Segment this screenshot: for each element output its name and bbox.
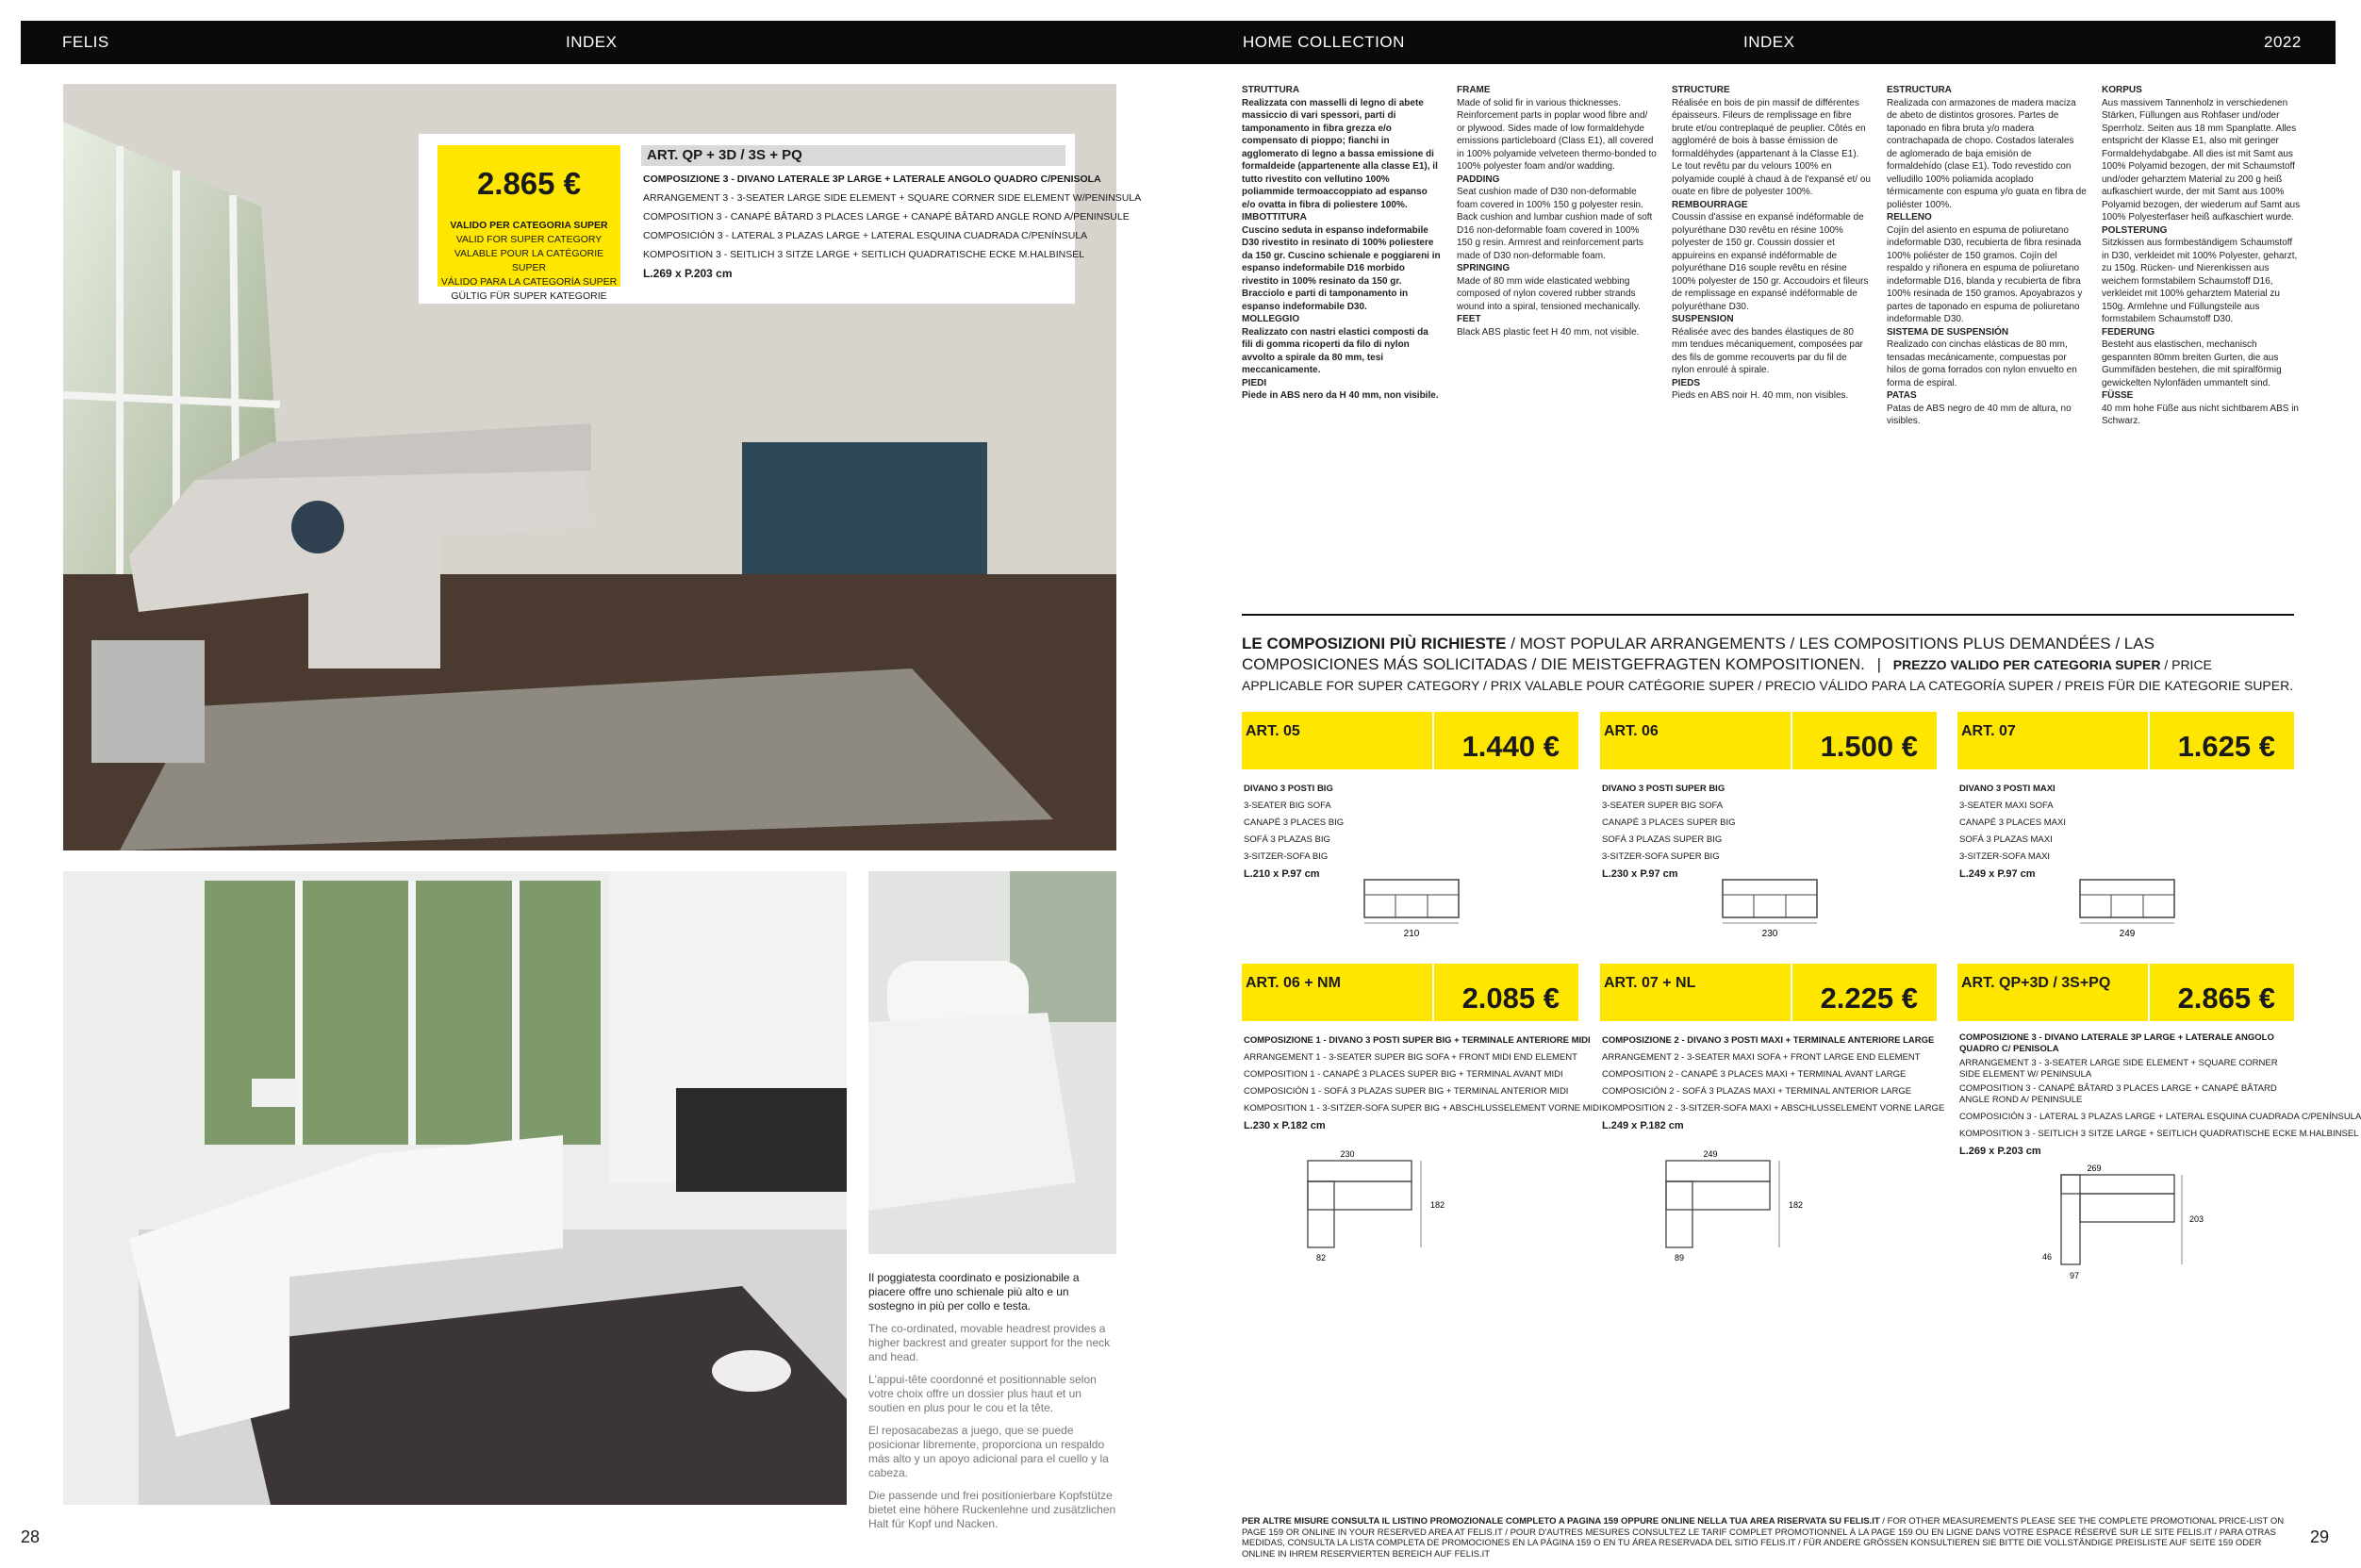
card-line: 3-SEATER BIG SOFA — [1244, 801, 1331, 811]
card-art: ART. 06 + NM — [1246, 975, 1341, 991]
card-header — [1600, 712, 1937, 769]
spec-heading: IMBOTTITURA — [1242, 212, 1307, 223]
feature-price-tag — [419, 134, 1142, 304]
spec-text: Realizzata con masselli di legno di abete massiccio di vari spessori, parti di tamponamento in fibra grezza e/o compensato di pioppo; fianchi in agglomerato di legno a bassa emissione di formaldeide (appartenente alla classe E1), il tutto rivestito con vellutino 100% poliammide termoaccoppiato ad espanso e/o ovatta in fibra di poliestere 100%. — [1242, 97, 1438, 210]
dimension-chaise: 89 — [1674, 1253, 1685, 1263]
footnote-rest: / FOR OTHER MEASUREMENTS PLEASE SEE THE COMPLETE PROMOTIONAL PRICE-LIST ON PAGE 159 OR ONLINE IN YOUR RESERVED AREA AT FELIS.IT / POUR D'AUTRES MESURES CONSULTEZ LE TARIF COMPLET PROMOTIONNEL À LA PAGE 159 OU EN LIGNE DANS VOTRE ESPACE RÉSERVÉ SUR LE SITE FELIS.IT / PARA OTRAS MEDIDAS, CONSULTA LA LISTA COMPLETA DE PROMOCIONES EN LA PÁGINA 159 O EN TU ÁREA RESERVADA DEL SITIO FELIS.IT / FÜR ANDERE GRÖSSEN KONSULTIEREN SIE BITTE DIE VOLLSTÄNDIGE PREISLISTE AUF SEITE 159 ODER ONLINE IN IHREM RESERVIERTEN BEREICH AUF FELIS.IT — [1242, 1516, 2285, 1560]
spec-heading: SPRINGING — [1457, 263, 1511, 273]
card-description — [1242, 781, 1578, 883]
price-note-rest: / PRICE APPLICABLE FOR SUPER CATEGORY / PRIX VALABLE POUR CATÉGORIE SUPER / PRECIO VÁLIDO PARA LA CATEGORÍA SUPER / PREIS FÜR DIE KATEGORIE SUPER. — [1242, 657, 2294, 693]
spec-text: Realizzato con nastri elastici composti da fili di gomma ricoperti da filo di nylon avvolto a spirale da 80 mm, tesi meccanicamente. — [1242, 326, 1428, 375]
spec-heading: PADDING — [1457, 173, 1500, 185]
card-title: DIVANO 3 POSTI SUPER BIG — [1602, 784, 1725, 794]
card-header — [1242, 964, 1578, 1021]
headrest-illustration — [868, 871, 1116, 1254]
spec-column-es — [1887, 84, 2087, 428]
dimension-side: 46 — [2041, 1252, 2052, 1262]
spec-text: Made of solid fir in various thicknesses. Reinforcement parts in poplar wood fibre and/ or plywood. Sides made of low formaldehyde emissions particleboard (Class E1), all covered in 100% polyamide velveteen thermo-bonded to 100% polyester foam and/or wadding. — [1457, 97, 1657, 172]
card-price: 2.865 € — [2177, 982, 2275, 1015]
product-card — [1242, 964, 1602, 1263]
section-divider — [1242, 614, 2294, 616]
headrest-caption — [868, 1271, 1116, 1540]
card-description — [1600, 1032, 1945, 1134]
card-line: SOFÁ 3 PLAZAS SUPER BIG — [1602, 834, 1723, 845]
spec-heading: FEDERUNG — [2102, 326, 2155, 338]
card-line: 3-SEATER SUPER BIG SOFA — [1602, 801, 1724, 811]
sofa-diagram — [1242, 874, 1578, 940]
caption-it: Il poggiatesta coordinato e posizionabile a piacere offre uno schienale più alto e un sostegno in più per collo e testa. — [868, 1271, 1080, 1312]
dimension-depth: 182 — [1430, 1200, 1445, 1210]
sofa-outline — [1723, 880, 1817, 917]
product-card — [1242, 712, 1578, 939]
card-line: KOMPOSITION 1 - 3-SITZER-SOFA SUPER BIG + ABSCHLUSSELEMENT VORNE MIDI — [1244, 1103, 1602, 1114]
card-dims: L.249 x P.182 cm — [1602, 1120, 1684, 1131]
card-description — [1957, 781, 2294, 883]
card-divider — [1432, 712, 1434, 769]
dimension-width: 210 — [1403, 929, 1420, 939]
spec-heading: ESTRUCTURA — [1887, 85, 1952, 95]
footnote — [1242, 1516, 2294, 1560]
spec-heading: SISTEMA DE SUSPENSIÓN — [1887, 326, 2009, 338]
spec-column-fr — [1672, 84, 1872, 403]
spec-text: Cuscino seduta in espanso indeformabile D30 rivestito in resinato di 100% poliestere da 150 gr. Cuscino schienale e poggiareni in espanso indeformabile D16 morbido rivestito in 100% resinato da 150 gr. Bracciolo e parti di tamponamento in espanso indeformabile D30. — [1242, 224, 1441, 312]
card-header — [1600, 964, 1937, 1021]
caption-en: The co-ordinated, movable headrest provides a higher backrest and greater support for the neck and head. — [868, 1322, 1111, 1363]
card-line: ARRANGEMENT 3 - 3-SEATER LARGE SIDE ELEMENT + SQUARE CORNER SIDE ELEMENT W/ PENINSULA — [1959, 1058, 2278, 1080]
card-art: ART. QP+3D / 3S+PQ — [1961, 975, 2111, 991]
spec-heading: RELLENO — [1887, 212, 1932, 223]
card-line: 3-SEATER MAXI SOFA — [1959, 801, 2054, 811]
card-line: SOFÁ 3 PLAZAS BIG — [1244, 834, 1330, 845]
card-line: 3-SITZER-SOFA MAXI — [1959, 851, 2051, 862]
card-divider — [1791, 712, 1792, 769]
feature-valid-line: GÜLTIG FÜR SUPER KATEGORIE — [451, 290, 607, 302]
card-art: ART. 07 — [1961, 723, 2016, 739]
page-number-left: 28 — [21, 1527, 41, 1546]
card-line: SOFÁ 3 PLAZAS MAXI — [1959, 834, 2053, 845]
brand-label: FELIS — [62, 33, 109, 51]
card-art: ART. 06 — [1604, 723, 1659, 739]
dimension-depth: 203 — [2189, 1214, 2204, 1224]
spec-text: 40 mm hohe Füße aus nicht sichtbarem ABS in Schwarz. — [2102, 403, 2299, 426]
card-line: COMPOSITION 3 - CANAPÉ BÂTARD 3 PLACES LARGE + CANAPÉ BÂTARD ANGLE ROND A/ PENINSULE — [1959, 1083, 2277, 1105]
collection-label: HOME COLLECTION — [1243, 33, 1405, 51]
card-dims: L.249 x P.97 cm — [1959, 868, 2036, 880]
card-line: COMPOSICIÓN 3 - LATERAL 3 PLAZAS LARGE + LATERAL ESQUINA CUADRADA C/PENÍNSULA — [1959, 1112, 2361, 1122]
year-label: 2022 — [2264, 33, 2302, 51]
card-art: ART. 05 — [1246, 723, 1300, 739]
card-line: 3-SITZER-SOFA BIG — [1244, 851, 1329, 862]
caption-de: Die passende und frei positionierbare Kopfstütze bietet eine höhere Ruckenlehne und zusätzlichen Halt für Kopf und Nacken. — [868, 1489, 1116, 1530]
product-card — [1600, 712, 1937, 939]
card-divider — [1432, 964, 1434, 1021]
card-description — [1600, 781, 1937, 883]
feature-price-box — [438, 145, 620, 302]
card-divider — [2148, 964, 2150, 1021]
sofa-diagram — [1957, 874, 2294, 940]
card-line: COMPOSITION 2 - CANAPÉ 3 PLACES MAXI + TERMINAL AVANT LARGE — [1602, 1069, 1907, 1080]
spec-text: Piede in ABS nero da H 40 mm, non visibile. — [1242, 390, 1439, 401]
card-price: 1.440 € — [1461, 730, 1560, 763]
spec-heading: FÜSSE — [2102, 390, 2134, 401]
footnote-bold: PER ALTRE MISURE CONSULTA IL LISTINO PROMOZIONALE COMPLETO A PAGINA 159 OPPURE ONLINE NELLA TUA AREA RISERVATA SU FELIS.IT — [1242, 1516, 1880, 1527]
spec-text: Black ABS plastic feet H 40 mm, not visible. — [1457, 326, 1640, 338]
spec-text: Made of 80 mm wide elasticated webbing composed of nylon covered rubber strands wound into a spiral, tensioned mechanically. — [1457, 275, 1641, 312]
feature-line: KOMPOSITION 3 - SEITLICH 3 SITZE LARGE + SEITLICH QUADRATISCHE ECKE M.HALBINSEL — [643, 249, 1085, 260]
caption-es: El reposacabezas a juego, que se puede posicionar libremente, proporciona un respaldo más alto y un apoyo adicional para el cuello y la cabeza. — [868, 1424, 1109, 1479]
card-price: 1.500 € — [1820, 730, 1918, 763]
card-art: ART. 07 + NL — [1604, 975, 1696, 991]
card-divider — [2148, 712, 2150, 769]
spec-column-de — [2102, 84, 2302, 428]
caption-fr: L'appui-tête coordonné et positionnable selon votre choix offre un dossier plus haut et un soutien en plus pour le cou et la tête. — [868, 1373, 1097, 1414]
feature-valid-title: VALIDO PER CATEGORIA SUPER — [450, 220, 608, 231]
feature-valid-line: VÁLIDO PARA LA CATEGORÍA SUPER — [440, 276, 618, 288]
feature-line: COMPOSICIÓN 3 - LATERAL 3 PLAZAS LARGE + LATERAL ESQUINA CUADRADA C/PENÍNSULA — [643, 230, 1088, 241]
popular-title-bold: LE COMPOSIZIONI PIÙ RICHIESTE — [1242, 635, 1507, 652]
spec-text: Realizada con armazones de madera maciza de abeto de distintos grosores. Partes de taponado en fibra bruta y/o madera contrachapada de chopo. Costados laterales de aglomerado de baja emisión de formaldehído (clase E1). Todo revestido con velludillo 100% poliamida acoplado térmicamente con espuma y/o guata en fibra de poliéster 100%. — [1887, 97, 2087, 210]
card-line: COMPOSICIÓN 1 - SOFÁ 3 PLAZAS SUPER BIG + TERMINAL ANTERIOR MIDI — [1244, 1086, 1569, 1097]
dimension-width: 249 — [1703, 1149, 1718, 1159]
spec-column-it — [1242, 84, 1442, 403]
spec-text: Sitzkissen aus formbeständigem Schaumstoff in D30, verkleidet mit 100% Polyester, geharzt, zu 150g. Rücken- und Nierenkissen aus weichem formstabilem Schaumstoff D16, verkleidet mit 100% geharztem Material zu 150g. Armlehne und Füllungsteile aus formstabilem Schaumstoff D30. — [2102, 238, 2298, 324]
card-line: ARRANGEMENT 2 - 3-SEATER MAXI SOFA + FRONT LARGE END ELEMENT — [1602, 1052, 1921, 1063]
card-header — [1957, 964, 2294, 1021]
card-header — [1957, 712, 2294, 769]
card-line: KOMPOSITION 3 - SEITLICH 3 SITZE LARGE + SEITLICH QUADRATISCHE ECKE M.HALBINSEL — [1959, 1129, 2359, 1139]
card-header — [1242, 712, 1578, 769]
feature-line: COMPOSITION 3 - CANAPÉ BÂTARD 3 PLACES LARGE + CANAPÉ BÂTARD ANGLE ROND A/PENINSULE — [643, 211, 1130, 223]
card-title: DIVANO 3 POSTI MAXI — [1959, 784, 2056, 794]
sofa-side — [2061, 1175, 2080, 1264]
spec-heading: KORPUS — [2102, 85, 2142, 95]
sofa-back — [1666, 1161, 1770, 1181]
spec-text: Pieds en ABS noir H. 40 mm, non visibles. — [1672, 390, 1849, 401]
header-bar — [21, 21, 2336, 64]
sofa-diagram — [1242, 1147, 1578, 1261]
card-title: COMPOSIZIONE 2 - DIVANO 3 POSTI MAXI + TERMINALE ANTERIORE LARGE — [1602, 1035, 1935, 1046]
sofa-back — [1308, 1161, 1412, 1181]
card-description — [1242, 1032, 1602, 1134]
page-number-right: 29 — [2310, 1527, 2330, 1546]
white-sofa-illustration — [63, 871, 847, 1505]
popular-heading — [1242, 634, 2294, 696]
spec-heading: REMBOURRAGE — [1672, 199, 1748, 210]
sofa-diagram — [1600, 874, 1937, 940]
index-link-right[interactable]: INDEX — [1743, 33, 1795, 51]
product-card — [1600, 964, 1945, 1263]
sofa-seat — [1666, 1181, 1770, 1210]
sofa-diagram — [1600, 1147, 1937, 1261]
heading-separator: | — [1876, 655, 1882, 673]
card-line: KOMPOSITION 2 - 3-SITZER-SOFA MAXI + ABSCHLUSSELEMENT VORNE LARGE — [1602, 1103, 1945, 1114]
card-title: DIVANO 3 POSTI BIG — [1244, 784, 1333, 794]
card-divider — [1791, 964, 1792, 1021]
card-dims: L.230 x P.97 cm — [1602, 868, 1678, 880]
spec-text: Patas de ABS negro de 40 mm de altura, no visibles. — [1887, 403, 2072, 426]
spec-heading: PIEDI — [1242, 377, 1267, 388]
dimension-chaise: 97 — [2069, 1271, 2080, 1280]
spec-heading: FRAME — [1457, 85, 1491, 95]
dimension-width: 249 — [2119, 929, 2136, 939]
card-line: CANAPÉ 3 PLACES MAXI — [1959, 817, 2066, 828]
sofa-chaise — [1308, 1181, 1334, 1247]
spec-text: Besteht aus elastischen, mechanisch gespannten 80mm breiten Gurten, die aus Gummifäden bestehen, die mit spiralförmig gewickelten Nylonfäden ummantelt sind. — [2102, 339, 2282, 388]
spec-text: Seat cushion made of D30 non-deformable foam covered in 100% 150 g polyester resin. Back cushion and lumbar cushion made of soft D16 non-deformable foam covered in 100% 150 g resin. Armrest and reinforcement parts made of D30 non-deformable foam. — [1457, 187, 1653, 261]
spec-heading: POLSTERUNG — [2102, 224, 2168, 236]
dimension-width: 269 — [2087, 1164, 2102, 1173]
spec-text: Aus massivem Tannenholz in verschiedenen Stärken, Füllungen aus Rohfaser und/oder Sperrholz. Seiten aus 18 mm Spanplatte. Alles entspricht der Klasse E1, also mit geringer Formaldehydabgabe. All dies ist mit Samt aus 100% Polyamid bezogen, der mit Schaumstoff und/oder geharztem Material zu 200 g heiß aufkaschiert wurde, der mit Samt aus 100% Polyamid bezogen, der wiederum auf Samt aus 100% Polyesterfaser heiß aufkaschiert wurde. — [2102, 97, 2301, 223]
spec-heading: PIEDS — [1672, 377, 1701, 388]
spec-text: Realizado con cinchas elásticas de 80 mm, tensadas mecánicamente, compuestas por hilos de goma forrados con nylon envuelto en forma de espiral. — [1887, 339, 2077, 388]
card-line: 3-SITZER-SOFA SUPER BIG — [1602, 851, 1720, 862]
spec-heading: SUSPENSION — [1672, 314, 1734, 324]
spec-heading: FEET — [1457, 314, 1481, 324]
spec-heading: MOLLEGGIO — [1242, 314, 1300, 324]
feature-price: 2.865 € — [476, 166, 582, 201]
spec-column-en — [1457, 84, 1657, 338]
spec-text: Coussin d'assise en expansé indéformable de polyuréthane D30 revêtu en résine 100% polyester de 150 gr. Coussin dossier et appuireins en expansé indéformable de polyuréthane D16 souple revêtu en résine 100% polyester de 150 gr. Accoudoirs et fileurs de remplissage en expansé indéformable de polyuréthane D30. — [1672, 212, 1869, 312]
card-title: COMPOSIZIONE 1 - DIVANO 3 POSTI SUPER BIG + TERMINALE ANTERIORE MIDI — [1244, 1035, 1591, 1046]
card-line: CANAPÉ 3 PLACES SUPER BIG — [1602, 817, 1736, 828]
card-dims: L.269 x P.203 cm — [1959, 1146, 2041, 1157]
price-note-bold: PREZZO VALIDO PER CATEGORIA SUPER — [1892, 657, 2161, 672]
spec-text: Réalisée en bois de pin massif de différentes épaisseurs. Fileurs de remplissage en fibre brute et/ou contreplaqué de peuplier. Côtés en aggloméré de bois à basse émission de formaldéhydes (appartenant à la Classe E1). Le tout revêtu par du velours 100% en polyamide couplé à chaud à de l'expansé et/ ou ouate en fibre de polyester 100%. — [1672, 97, 1871, 197]
feature-art-label: ART. QP + 3D / 3S + PQ — [641, 145, 1065, 166]
dimension-chaise: 82 — [1315, 1253, 1327, 1263]
index-link-left[interactable]: INDEX — [566, 33, 618, 51]
sofa-outline — [1364, 880, 1459, 917]
spec-heading: STRUTTURA — [1242, 85, 1300, 95]
spec-text: Réalisée avec des bandes élastiques de 80 mm tendues mécaniquement, composées par des fils de gomme recouverts par du fil de nylon enroulé à spirale. — [1672, 326, 1863, 375]
sofa-diagram — [1957, 1162, 2294, 1284]
feature-valid-line: VALID FOR SUPER CATEGORY — [455, 234, 603, 245]
spec-text: Cojín del asiento en espuma de poliuretano indeformable D30, recubierta de fibra resinada 100% poliéster de 150 gramos. Cojín del respaldo y riñonera en espuma de poliuretano indeformable D16, blanda y recubierta de fibra 100% resinada de 150 gramos. Apoyabrazos y partes de taponado en espuma de poliuretano indeformable D30. — [1887, 224, 2083, 324]
feature-line: COMPOSIZIONE 3 - DIVANO LATERALE 3P LARGE + LATERALE ANGOLO QUADRO C/PENISOLA — [643, 173, 1101, 185]
sofa-seat — [2080, 1194, 2174, 1222]
popular-title-rest: / MOST POPULAR ARRANGEMENTS / LES COMPOSITIONS PLUS DEMANDÉES / LAS COMPOSICIONES MÁS SOLICITADAS / DIE MEISTGEFRAGTEN KOMPOSITIONEN. — [1242, 635, 2155, 673]
product-card — [1957, 712, 2294, 939]
dimension-depth: 182 — [1789, 1200, 1804, 1210]
sofa-chaise — [1666, 1181, 1692, 1247]
white-sofa-photo — [63, 871, 847, 1505]
card-dims: L.210 x P.97 cm — [1244, 868, 1320, 880]
card-line: CANAPÉ 3 PLACES BIG — [1244, 817, 1345, 828]
card-title: COMPOSIZIONE 3 - DIVANO LATERALE 3P LARGE + LATERALE ANGOLO QUADRO C/ PENISOLA — [1959, 1032, 2274, 1054]
card-price: 2.225 € — [1820, 982, 1918, 1015]
card-line: COMPOSICIÓN 2 - SOFÁ 3 PLAZAS MAXI + TERMINAL ANTERIOR LARGE — [1602, 1086, 1912, 1097]
card-line: COMPOSITION 1 - CANAPÉ 3 PLACES SUPER BIG + TERMINAL AVANT MIDI — [1244, 1069, 1563, 1080]
headrest-photo — [868, 871, 1116, 1254]
card-dims: L.230 x P.182 cm — [1244, 1120, 1326, 1131]
feature-valid-line: VALABLE POUR LA CATÉGORIE SUPER — [454, 248, 604, 273]
feature-valid-text — [438, 219, 620, 304]
product-card — [1957, 964, 2361, 1280]
sofa-seat — [1308, 1181, 1412, 1210]
sofa-back — [2061, 1175, 2174, 1194]
spec-heading: STRUCTURE — [1672, 85, 1730, 95]
card-line: ARRANGEMENT 1 - 3-SEATER SUPER BIG SOFA + FRONT MIDI END ELEMENT — [1244, 1052, 1577, 1063]
card-price: 1.625 € — [2177, 730, 2275, 763]
feature-dims: L.269 x P.203 cm — [643, 267, 733, 280]
dimension-width: 230 — [1340, 1149, 1355, 1159]
spec-heading: PATAS — [1887, 390, 1917, 401]
sofa-outline — [2080, 880, 2174, 917]
feature-description — [643, 170, 1142, 283]
card-description — [1957, 1032, 2361, 1160]
feature-line: ARRANGEMENT 3 - 3-SEATER LARGE SIDE ELEMENT + SQUARE CORNER SIDE ELEMENT W/PENINSULA — [643, 192, 1142, 204]
card-price: 2.085 € — [1461, 982, 1560, 1015]
dimension-width: 230 — [1761, 929, 1778, 939]
